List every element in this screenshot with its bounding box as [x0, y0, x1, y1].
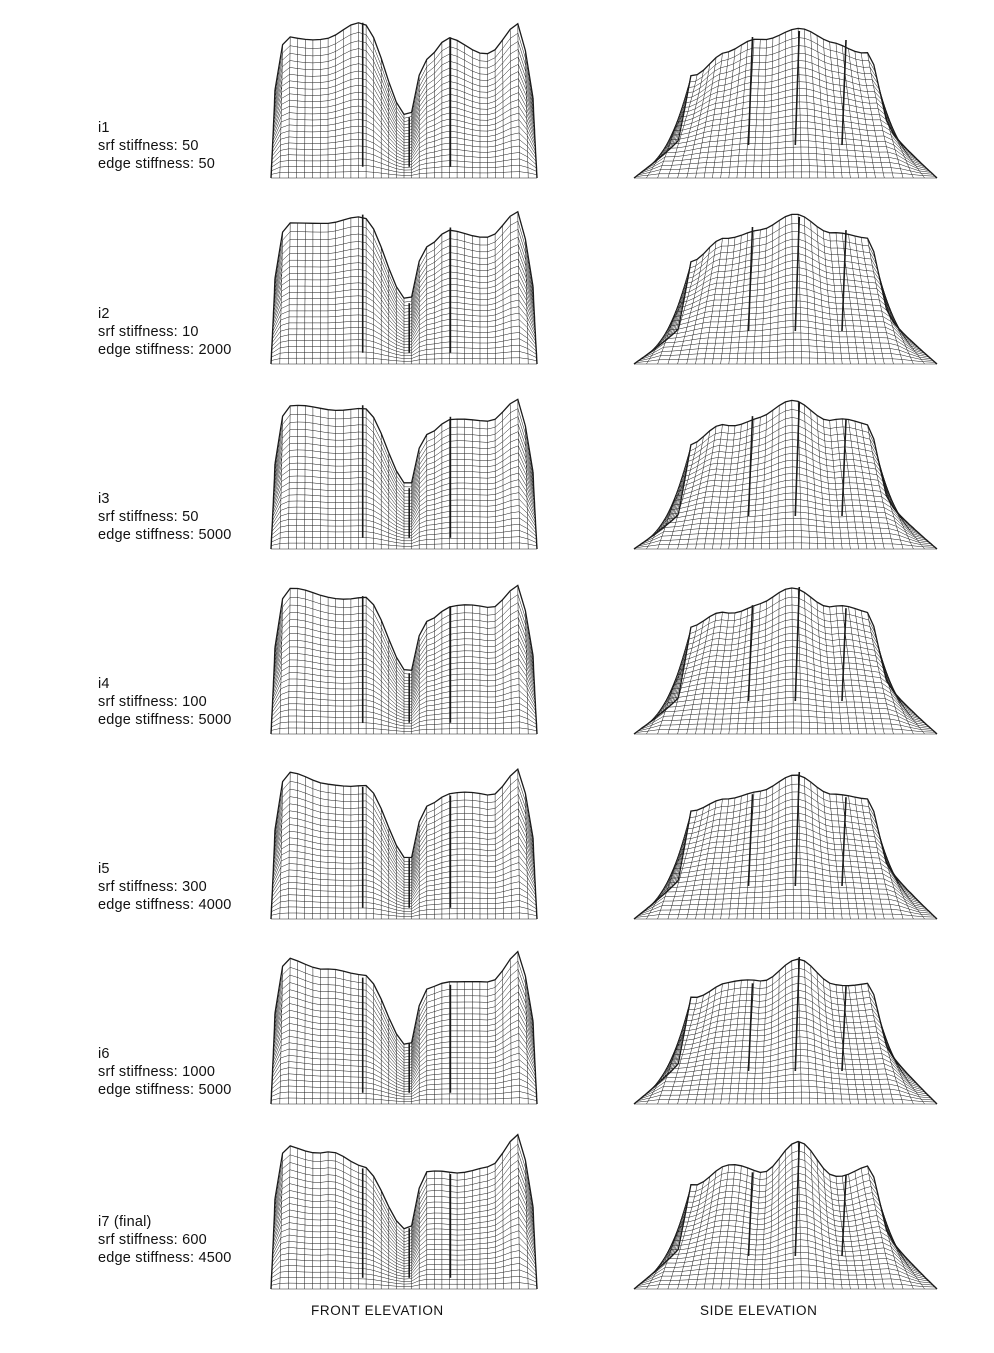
iteration-row [0, 389, 994, 574]
front-elevation-caption: FRONT ELEVATION [311, 1303, 444, 1318]
edge-stiffness-label: edge stiffness: 2000 [98, 342, 232, 358]
front-elevation-mesh [275, 944, 533, 1104]
front-mesh-drawing [275, 574, 533, 734]
iteration-label [98, 860, 232, 914]
iteration-id: i4 [98, 676, 110, 692]
edge-stiffness-label: edge stiffness: 50 [98, 156, 215, 172]
front-mesh-drawing [275, 18, 533, 178]
side-elevation-mesh [648, 399, 923, 549]
iteration-label [98, 1213, 232, 1267]
side-mesh-drawing [648, 584, 923, 734]
srf-stiffness-label: srf stiffness: 1000 [98, 1064, 216, 1080]
iteration-label [98, 1045, 232, 1099]
iteration-row [0, 204, 994, 389]
edge-stiffness-label: edge stiffness: 4000 [98, 897, 232, 913]
srf-stiffness-label: srf stiffness: 600 [98, 1232, 207, 1248]
iteration-id: i6 [98, 1046, 110, 1062]
srf-stiffness-label: srf stiffness: 10 [98, 324, 199, 340]
edge-stiffness-label: edge stiffness: 5000 [98, 527, 232, 543]
iteration-row [0, 1129, 994, 1314]
front-mesh-drawing [275, 389, 533, 549]
iteration-label [98, 490, 232, 544]
iteration-id: i7 (final) [98, 1214, 152, 1230]
edge-stiffness-label: edge stiffness: 5000 [98, 1082, 232, 1098]
iteration-id: i2 [98, 306, 110, 322]
iteration-row [0, 944, 994, 1129]
edge-stiffness-label: edge stiffness: 5000 [98, 712, 232, 728]
side-mesh-drawing [648, 769, 923, 919]
side-mesh-drawing [648, 1139, 923, 1289]
side-elevation-mesh [648, 584, 923, 734]
side-elevation-mesh [648, 214, 923, 364]
front-elevation-mesh [275, 204, 533, 364]
front-mesh-drawing [275, 204, 533, 364]
front-mesh-drawing [275, 759, 533, 919]
iteration-label [98, 119, 215, 173]
iteration-id: i1 [98, 120, 110, 136]
srf-stiffness-label: srf stiffness: 300 [98, 879, 207, 895]
front-mesh-drawing [275, 1129, 533, 1289]
iteration-row [0, 574, 994, 759]
iteration-label [98, 305, 232, 359]
side-mesh-drawing [648, 28, 923, 178]
front-mesh-drawing [275, 944, 533, 1104]
side-mesh-drawing [648, 954, 923, 1104]
front-elevation-mesh [275, 389, 533, 549]
front-elevation-mesh [275, 18, 533, 178]
srf-stiffness-label: srf stiffness: 100 [98, 694, 207, 710]
srf-stiffness-label: srf stiffness: 50 [98, 509, 199, 525]
iteration-id: i5 [98, 861, 110, 877]
front-elevation-mesh [275, 574, 533, 734]
front-elevation-mesh [275, 1129, 533, 1289]
edge-stiffness-label: edge stiffness: 4500 [98, 1250, 232, 1266]
side-elevation-mesh [648, 28, 923, 178]
side-elevation-mesh [648, 769, 923, 919]
front-elevation-mesh [275, 759, 533, 919]
iteration-label [98, 675, 232, 729]
side-mesh-drawing [648, 399, 923, 549]
srf-stiffness-label: srf stiffness: 50 [98, 138, 199, 154]
side-elevation-mesh [648, 1139, 923, 1289]
side-mesh-drawing [648, 214, 923, 364]
side-elevation-mesh [648, 954, 923, 1104]
iteration-row [0, 759, 994, 944]
side-elevation-caption: SIDE ELEVATION [700, 1303, 818, 1318]
iteration-id: i3 [98, 491, 110, 507]
iteration-row [0, 18, 994, 203]
